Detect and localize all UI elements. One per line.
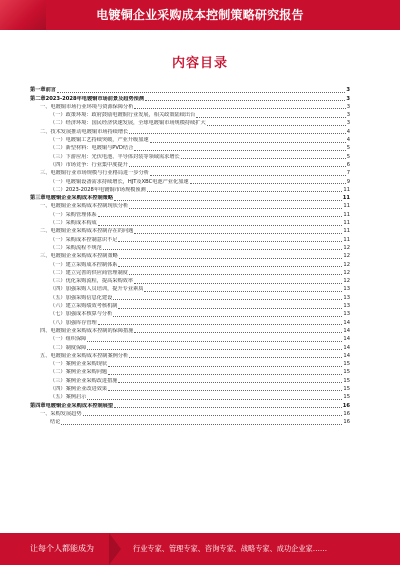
toc-entry-text: （一）建立采购成本控制体系 [50, 261, 118, 268]
toc-entry[interactable] [30, 352, 350, 360]
toc-page-number: 4 [346, 128, 350, 135]
toc-entry-number: 五、 [40, 352, 51, 359]
toc-entry[interactable] [30, 111, 350, 119]
toc-page-number: 13 [343, 303, 350, 310]
toc-entry[interactable] [30, 169, 350, 177]
table-of-contents [30, 86, 350, 426]
toc-entry[interactable] [30, 210, 350, 218]
footer-slogan-right: 行业专家、管理专家、咨询专家、战略专家、成功企业家…… [133, 544, 328, 553]
toc-leader-dots [98, 225, 343, 226]
toc-leader-dots [150, 142, 346, 143]
toc-entry[interactable] [30, 368, 350, 376]
toc-entry-text: 前言 [45, 87, 56, 94]
toc-entry-text: 电镀铜企业采购成本控制展望 [45, 402, 114, 409]
toc-entry[interactable] [30, 252, 350, 260]
toc-entry-text: 电镀铜行业市场规模与行业格局进一步分析 [50, 170, 149, 177]
toc-page-number: 12 [343, 269, 350, 276]
toc-page-number: 12 [343, 244, 350, 251]
toc-entry[interactable] [30, 186, 350, 194]
toc-page-number: 5 [346, 145, 350, 152]
toc-entry-text: 电镀铜企业采购成本控制策略 [45, 195, 114, 202]
toc-leader-dots [83, 415, 343, 416]
toc-entry-text: （一）电镀铜工艺持续突破，产业升级加速 [50, 137, 149, 144]
toc-leader-dots [134, 233, 342, 234]
toc-entry-text: （七）加强成本核算与分析 [50, 311, 113, 318]
toc-entry-text: 电镀铜企业采购成本控制存在的问题 [50, 228, 134, 235]
toc-page-number: 13 [343, 286, 350, 293]
toc-entry[interactable] [30, 161, 350, 169]
toc-entry-text: 2023-2028年电镀铜市场前景及趋势预测 [45, 95, 145, 102]
toc-leader-dots [118, 266, 342, 267]
toc-entry[interactable] [30, 194, 350, 202]
toc-page-number: 15 [343, 377, 350, 384]
toc-leader-dots [150, 175, 346, 176]
toc-page-number: 7 [346, 170, 350, 177]
toc-entry[interactable] [30, 285, 350, 293]
toc-leader-dots [108, 390, 342, 391]
toc-leader-dots [129, 133, 345, 134]
toc-leader-dots [134, 108, 345, 109]
toc-page-number: 15 [343, 361, 350, 368]
toc-entry[interactable] [30, 293, 350, 301]
toc-entry[interactable] [30, 152, 350, 160]
toc-entry[interactable] [30, 260, 350, 268]
toc-page-number: 12 [343, 253, 350, 260]
toc-entry-number: 二、 [40, 228, 51, 235]
toc-leader-dots [114, 200, 342, 201]
toc-entry-text: （五）加强采购信息化建设 [50, 294, 113, 301]
toc-entry[interactable] [30, 310, 350, 318]
toc-entry[interactable] [30, 343, 350, 351]
toc-entry[interactable] [30, 177, 350, 185]
toc-leader-dots [87, 349, 342, 350]
toc-entry[interactable] [30, 318, 350, 326]
toc-page-number: 3 [346, 112, 350, 119]
toc-page-number: 11 [343, 211, 350, 218]
toc-page-number: 9 [346, 178, 350, 185]
toc-entry-text: 电镀铜企业采购成本控制现状分析 [50, 203, 129, 210]
toc-leader-dots [190, 183, 346, 184]
toc-entry-number: 一、 [40, 103, 51, 110]
toc-entry-number: 第一章 [30, 87, 46, 94]
toc-entry-text: 结论 [50, 419, 61, 426]
toc-page-number: 3 [346, 120, 350, 127]
toc-page-number: 14 [343, 327, 350, 334]
toc-leader-dots [113, 299, 342, 300]
toc-leader-dots [87, 399, 342, 400]
toc-page-number: 14 [343, 319, 350, 326]
toc-entry[interactable] [30, 385, 350, 393]
toc-page-number: 4 [346, 137, 350, 144]
toc-page-number: 14 [343, 336, 350, 343]
toc-entry[interactable] [30, 277, 350, 285]
toc-page-number: 11 [343, 220, 350, 227]
toc-page-number: 6 [346, 161, 350, 168]
toc-leader-dots [129, 208, 342, 209]
toc-entry[interactable] [30, 269, 350, 277]
toc-entry[interactable] [30, 327, 350, 335]
toc-entry-text: （二）制度保障 [50, 344, 87, 351]
toc-leader-dots [147, 191, 343, 192]
toc-page-number: 16 [343, 419, 350, 426]
toc-entry[interactable] [30, 335, 350, 343]
toc-leader-dots [145, 100, 345, 101]
toc-entry[interactable] [30, 401, 350, 409]
toc-entry-text: （二）案例企业采购问题 [50, 369, 108, 376]
toc-entry[interactable] [30, 94, 350, 102]
toc-leader-dots [57, 92, 345, 93]
toc-entry[interactable] [30, 227, 350, 235]
toc-leader-dots [134, 332, 342, 333]
toc-entry-text: （一）组织保障 [50, 336, 87, 343]
toc-leader-dots [129, 274, 343, 275]
toc-leader-dots [87, 341, 342, 342]
toc-leader-dots [108, 374, 342, 375]
toc-page-number: 16 [342, 402, 350, 409]
toc-leader-dots [113, 316, 342, 317]
toc-leader-dots [134, 283, 342, 284]
toc-leader-dots [98, 216, 343, 217]
toc-page-number: 3 [346, 95, 350, 102]
toc-entry-text: 电镀铜企业采购成本控制策略 [50, 253, 118, 260]
toc-entry-text: 采购发展趋势 [50, 410, 82, 417]
toc-leader-dots [61, 424, 342, 425]
toc-leader-dots [144, 291, 342, 292]
toc-leader-dots [108, 366, 342, 367]
toc-entry-number: 二、 [40, 128, 51, 135]
toc-page-number: 16 [343, 410, 350, 417]
report-title: 电镀铜企业采购成本控制策略研究报告 [96, 8, 304, 22]
toc-entry-text: （一）采购成本控制意识不足 [50, 236, 118, 243]
toc-entry-text: （三）优化采购流程，提高采购效率 [50, 278, 134, 285]
toc-page-number: 11 [343, 186, 350, 193]
toc-entry-text: （四）市场竞争：行业集中度提升 [50, 161, 128, 168]
toc-entry-text: （二）经济环境：国民经济快速发展，全球电镀铜市场规模持续扩大 [50, 120, 206, 127]
toc-entry-text: （一）电镀铜设备需求持续增长，HJT及XBC电池产业化加速 [50, 178, 189, 185]
toc-page-number: 13 [343, 294, 350, 301]
toc-entry[interactable] [30, 418, 350, 426]
toc-page-number: 15 [343, 369, 350, 376]
toc-entry-text: （二）2023-2028年电镀铜市场规模预测 [50, 186, 146, 193]
toc-entry[interactable] [30, 244, 350, 252]
toc-entry[interactable] [30, 136, 350, 144]
toc-entry-text: （四）案例企业改进效果 [50, 385, 108, 392]
toc-entry-number: 一、 [40, 410, 51, 417]
toc-page-number: 15 [343, 385, 350, 392]
toc-entry-text: （二）新型材料：电镀铜与PVD结合 [50, 145, 134, 152]
toc-entry[interactable] [30, 127, 350, 135]
toc-entry-text: 电镀铜企业采购成本控制案例分析 [50, 352, 129, 359]
toc-page-number: 11 [343, 236, 350, 243]
toc-entry-text: （一）政策环境：政府鼓励电镀铜行业发展，相关政策陆续出台 [50, 112, 196, 119]
toc-leader-dots [207, 125, 346, 126]
toc-entry-number: 第三章 [30, 195, 46, 202]
toc-leader-dots [129, 357, 342, 358]
toc-entry-text: （二）建立完善的供应商管理制度 [50, 269, 128, 276]
toc-entry-text: （五）案例启示 [50, 394, 87, 401]
toc-page-number: 3 [346, 103, 350, 110]
toc-leader-dots [118, 382, 342, 383]
toc-page-number: 15 [343, 394, 350, 401]
toc-entry[interactable] [30, 103, 350, 111]
toc-leader-dots [181, 158, 346, 159]
toc-entry-text: （二）采购成本构成 [50, 220, 97, 227]
toc-entry-text: 电镀铜企业采购成本控制的保障措施 [50, 327, 134, 334]
page-footer [0, 533, 400, 565]
toc-entry[interactable] [30, 235, 350, 243]
toc-page-number: 5 [346, 153, 350, 160]
toc-entry[interactable] [30, 302, 350, 310]
toc-entry-text: （八）加强库存管理 [50, 319, 97, 326]
toc-page-number: 11 [342, 195, 350, 202]
footer-slogan-left: 让每个人都能成为 [30, 544, 94, 553]
toc-entry-text: （一）采购管理体系 [50, 211, 97, 218]
toc-entry-number: 四、 [40, 327, 51, 334]
toc-leader-dots [196, 117, 345, 118]
toc-entry[interactable] [30, 144, 350, 152]
toc-leader-dots [119, 258, 343, 259]
toc-entry-number: 三、 [40, 170, 51, 177]
toc-entry-text: （三）下游应用：光伏电池、半导体封装等领域需求增长 [50, 153, 180, 160]
toc-entry-text: 技术发展推动电镀铜市场持续增长 [50, 128, 129, 135]
toc-entry-number: 三、 [40, 253, 51, 260]
toc-entry-text: （三）案例企业采购改进措施 [50, 377, 118, 384]
report-header [0, 0, 400, 30]
footer-arrow-decoration [109, 533, 121, 565]
toc-page-number: 14 [343, 352, 350, 359]
toc-leader-dots [118, 241, 342, 242]
toc-entry[interactable] [30, 219, 350, 227]
toc-entry-number: 第二章 [30, 95, 46, 102]
toc-entry[interactable] [30, 86, 350, 94]
toc-heading: 内容目录 [171, 56, 228, 71]
toc-entry[interactable] [30, 410, 350, 418]
toc-leader-dots [118, 308, 342, 309]
toc-entry[interactable] [30, 393, 350, 401]
toc-leader-dots [103, 249, 343, 250]
toc-entry-text: （一）案例企业采购现状 [50, 361, 108, 368]
toc-entry-text: 电镀铜市场行业环境与资源保障分析 [50, 103, 134, 110]
toc-entry-number: 第四章 [30, 402, 46, 409]
toc-entry[interactable] [30, 376, 350, 384]
toc-page-number: 14 [343, 344, 350, 351]
toc-page-number: 11 [343, 203, 350, 210]
toc-leader-dots [134, 150, 345, 151]
toc-leader-dots [114, 407, 342, 408]
toc-entry[interactable] [30, 119, 350, 127]
toc-page-number: 11 [343, 228, 350, 235]
toc-entry[interactable] [30, 360, 350, 368]
toc-entry-text: （四）加强采购人员培训，提升专业素质 [50, 286, 144, 293]
toc-leader-dots [98, 324, 343, 325]
toc-page-number: 12 [343, 261, 350, 268]
toc-page-number: 3 [346, 87, 350, 94]
toc-entry-number: 一、 [40, 203, 51, 210]
toc-entry-text: （二）采购流程不规范 [50, 244, 102, 251]
toc-entry-text: （六）建立采购绩效考核机制 [50, 303, 118, 310]
toc-page-number: 12 [343, 278, 350, 285]
toc-entry[interactable] [30, 202, 350, 210]
toc-leader-dots [129, 166, 346, 167]
toc-page-number: 13 [343, 311, 350, 318]
